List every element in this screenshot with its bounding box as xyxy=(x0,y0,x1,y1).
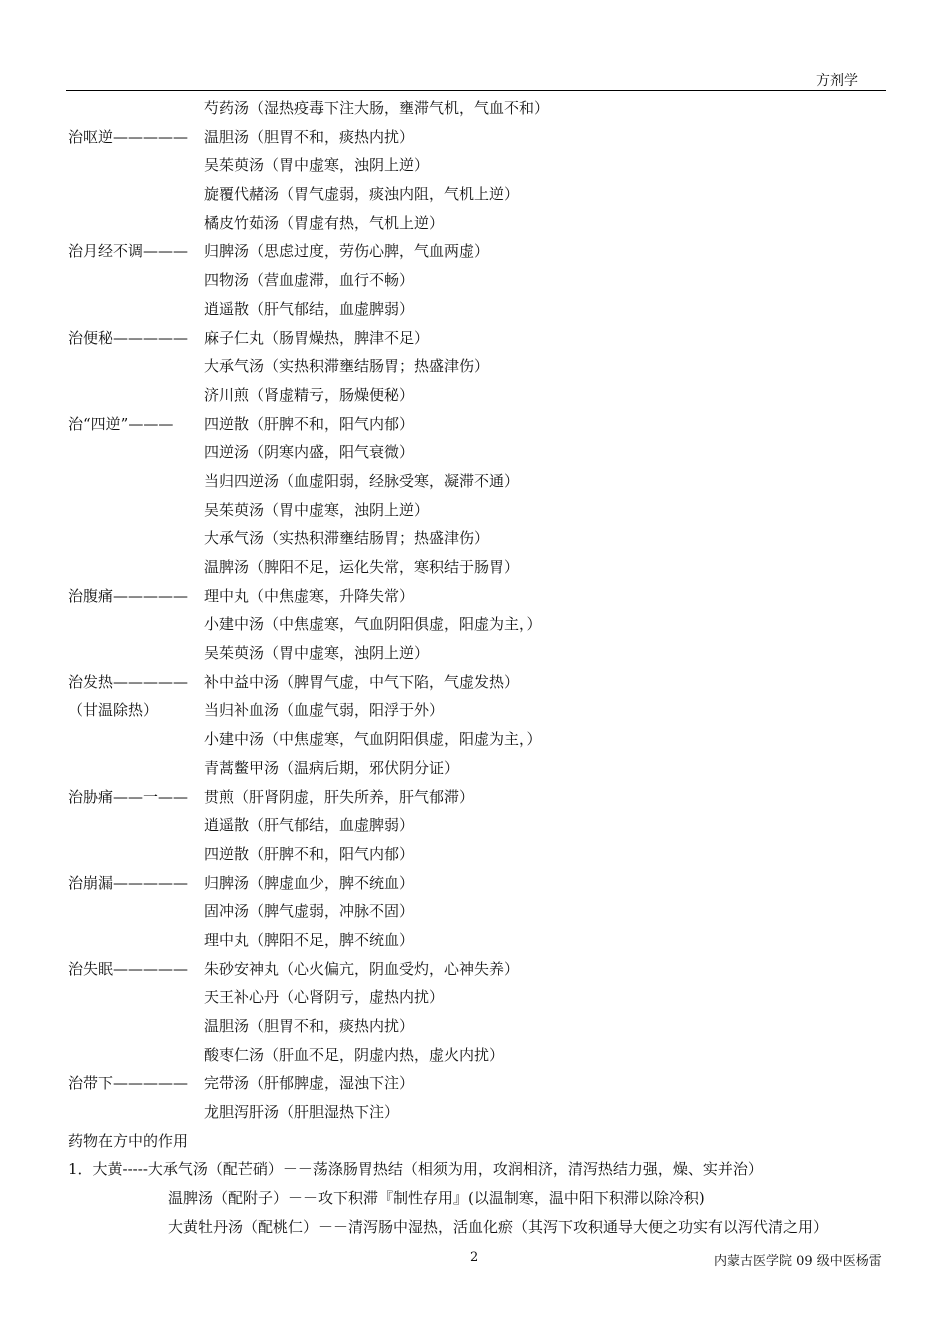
document-body xyxy=(68,94,908,1242)
formula-row xyxy=(68,524,908,553)
formula-row xyxy=(68,209,908,238)
formula-row xyxy=(68,1041,908,1070)
formula-text: 大承气汤（实热积滞壅结肠胃；热盛津伤） xyxy=(204,357,490,376)
formula-row xyxy=(68,180,908,209)
condition-label: 治“四逆”——— xyxy=(68,414,174,433)
formula-text: 温胆汤（胆胃不和，痰热内扰） xyxy=(204,127,415,146)
formula-row xyxy=(68,983,908,1012)
formula-text: 理中丸（中焦虚寒，升降失常） xyxy=(204,586,415,605)
section-title-row xyxy=(68,1127,908,1156)
formula-row xyxy=(68,410,908,439)
formula-row xyxy=(68,783,908,812)
formula-text: 固冲汤（脾气虚弱，冲脉不固） xyxy=(204,902,415,921)
condition-label: 治呕逆————— xyxy=(68,127,189,146)
formula-text: 吴茱萸汤（胃中虚寒，浊阴上逆） xyxy=(204,644,430,663)
header-title: 方剂学 xyxy=(816,73,858,89)
page-footer xyxy=(0,1250,950,1270)
formula-row xyxy=(68,123,908,152)
formula-text: 济川煎（肾虚精亏，肠燥便秘） xyxy=(204,385,415,404)
formula-text: 吴茱萸汤（胃中虚寒，浊阴上逆） xyxy=(204,500,430,519)
condition-label: 治胁痛——一—— xyxy=(68,787,189,806)
formula-row xyxy=(68,582,908,611)
formula-text: 小建中汤（中焦虚寒，气血阴阳俱虚，阳虚为主，） xyxy=(204,615,542,634)
formula-row xyxy=(68,324,908,353)
formula-row xyxy=(68,94,908,123)
formula-row xyxy=(68,1012,908,1041)
formula-text: 小建中汤（中焦虚寒，气血阴阳俱虚，阳虚为主，） xyxy=(204,730,542,749)
formula-row xyxy=(68,553,908,582)
formula-row xyxy=(68,840,908,869)
formula-text: 龙胆泻肝汤（肝胆湿热下注） xyxy=(204,1103,400,1122)
condition-label: （甘温除热） xyxy=(68,701,159,720)
formula-text: 四逆散（肝脾不和，阳气内郁） xyxy=(204,414,415,433)
formula-row xyxy=(68,610,908,639)
formula-row xyxy=(68,955,908,984)
formula-row xyxy=(68,237,908,266)
dahuang-line-1-row xyxy=(68,1155,908,1184)
formula-row xyxy=(68,668,908,697)
formula-row xyxy=(68,869,908,898)
formula-text: 大承气汤（实热积滞壅结肠胃；热盛津伤） xyxy=(204,529,490,548)
formula-text: 四物汤（营血虚滞，血行不畅） xyxy=(204,271,415,290)
formula-text: 芍药汤（湿热疫毒下注大肠，壅滞气机，气血不和） xyxy=(204,99,550,117)
page-header xyxy=(66,70,886,91)
formula-row xyxy=(68,438,908,467)
formula-row xyxy=(68,1069,908,1098)
dahuang-line-3: 大黄牡丹汤（配桃仁）－－清泻肠中湿热，活血化瘀（其泻下攻积通导大便之功实有以泻代清之用） xyxy=(168,1217,829,1236)
formula-text: 四逆汤（阴寒内盛，阳气衰微） xyxy=(204,443,415,462)
formula-text: 朱砂安神丸（心火偏亢，阴血受灼，心神失养） xyxy=(204,959,520,978)
formula-row xyxy=(68,696,908,725)
dahuang-line-2: 温脾汤（配附子）－－攻下积滞『制性存用』(以温制寒，温中阳下积滞以除冷积) xyxy=(168,1189,705,1208)
condition-label: 治崩漏————— xyxy=(68,873,189,892)
formula-text: 麻子仁丸（肠胃燥热，脾津不足） xyxy=(204,328,430,347)
formula-text: 归脾汤（思虑过度，劳伤心脾，气血两虚） xyxy=(204,242,490,261)
formula-row xyxy=(68,266,908,295)
formula-text: 当归四逆汤（血虚阳弱，经脉受寒，凝滞不通） xyxy=(204,471,520,490)
formula-row xyxy=(68,467,908,496)
formula-row xyxy=(68,381,908,410)
formula-text: 青蒿鳖甲汤（温病后期，邪伏阴分证） xyxy=(204,758,460,777)
dahuang-line-3-row xyxy=(68,1213,908,1242)
formula-text: 逍遥散（肝气郁结，血虚脾弱） xyxy=(204,299,415,318)
condition-label: 治月经不调——— xyxy=(68,242,189,261)
dahuang-line-1: 1．大黄-----大承气汤（配芒硝）－－荡涤肠胃热结（相须为用，攻润相济，清泻热结力强，燥、实并治） xyxy=(68,1160,763,1179)
formula-text: 吴茱萸汤（胃中虚寒，浊阴上逆） xyxy=(204,156,430,175)
formula-row xyxy=(68,754,908,783)
section-title: 药物在方中的作用 xyxy=(68,1131,189,1150)
formula-row xyxy=(68,639,908,668)
formula-text: 天王补心丹（心肾阴亏，虚热内扰） xyxy=(204,988,445,1007)
formula-text: 当归补血汤（血虚气弱，阳浮于外） xyxy=(204,701,445,720)
formula-text: 补中益中汤（脾胃气虚，中气下陷，气虚发热） xyxy=(204,672,520,691)
condition-label: 治发热————— xyxy=(68,672,189,691)
dahuang-line-2-row xyxy=(68,1184,908,1213)
formula-text: 贯煎（肝肾阴虚，肝失所养，肝气郁滞） xyxy=(204,787,475,806)
footer-author: 内蒙古医学院 09 级中医杨雷 xyxy=(714,1254,882,1269)
formula-row xyxy=(68,725,908,754)
formula-text: 橘皮竹茹汤（胃虚有热，气机上逆） xyxy=(204,213,445,232)
formula-row xyxy=(68,811,908,840)
formula-row xyxy=(68,151,908,180)
formula-text: 温脾汤（脾阳不足，运化失常，寒积结于肠胃） xyxy=(204,558,520,576)
formula-row xyxy=(68,496,908,525)
condition-label: 治失眠————— xyxy=(68,959,189,978)
formula-row xyxy=(68,295,908,324)
formula-text: 酸枣仁汤（肝血不足，阴虚内热，虚火内扰） xyxy=(204,1045,505,1064)
condition-label: 治腹痛————— xyxy=(68,586,189,605)
formula-text: 归脾汤（脾虚血少，脾不统血） xyxy=(204,873,415,892)
formula-text: 旋覆代赭汤（胃气虚弱，痰浊内阻，气机上逆） xyxy=(204,185,520,204)
formula-row xyxy=(68,897,908,926)
formula-row xyxy=(68,926,908,955)
formula-text: 四逆散（肝脾不和，阳气内郁） xyxy=(204,844,415,863)
formula-text: 理中丸（脾阳不足，脾不统血） xyxy=(204,930,415,949)
formula-row xyxy=(68,352,908,381)
page-number: 2 xyxy=(470,1250,479,1265)
formula-text: 逍遥散（肝气郁结，血虚脾弱） xyxy=(204,816,415,835)
formula-text: 温胆汤（胆胃不和，痰热内扰） xyxy=(204,1017,415,1035)
condition-label: 治带下————— xyxy=(68,1074,189,1093)
formula-text: 完带汤（肝郁脾虚，湿浊下注） xyxy=(204,1074,415,1093)
condition-label: 治便秘————— xyxy=(68,328,189,347)
formula-row xyxy=(68,1098,908,1127)
